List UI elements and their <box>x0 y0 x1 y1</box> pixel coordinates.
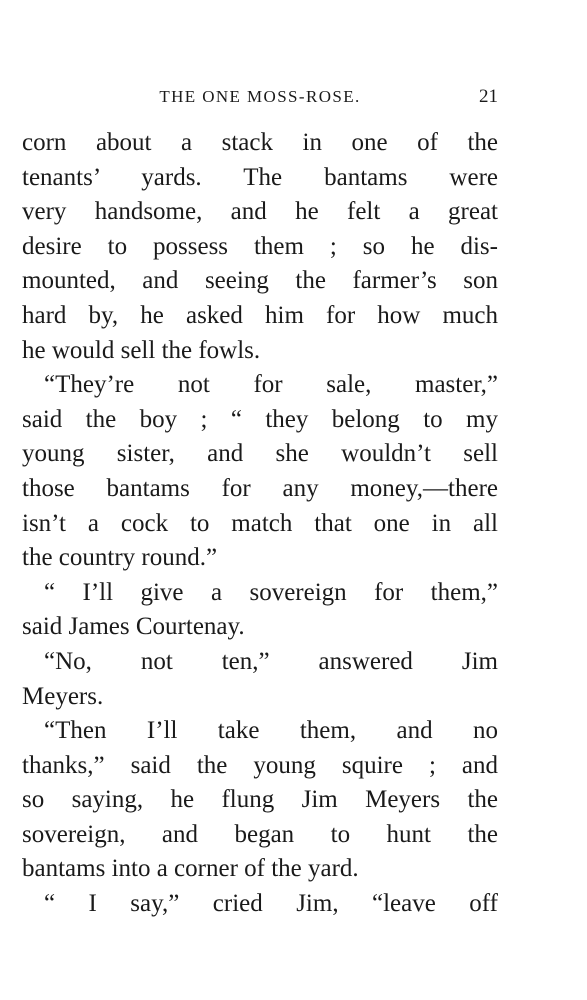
text-line: “No, not ten,” answered Jim <box>44 647 498 675</box>
running-head <box>22 82 498 112</box>
text-line: sovereign, and began to hunt the <box>22 820 498 848</box>
running-title: THE ONE MOSS-ROSE. <box>159 87 361 106</box>
text-line: Meyers. <box>22 682 104 710</box>
text-line: tenants’ yards. The bantams were <box>22 163 498 191</box>
text-line: “ I’ll give a sovereign for them,” <box>44 578 498 606</box>
text-line: “Then I’ll take them, and no <box>44 717 498 745</box>
body-text <box>22 126 498 922</box>
text-line: desire to possess them ; so he dis- <box>22 232 498 260</box>
text-line: mounted, and seeing the farmer’s son <box>22 267 498 295</box>
text-line: so saying, he flung Jim Meyers the <box>22 786 498 814</box>
text-line: “ I say,” cried Jim, “leave off <box>44 890 498 918</box>
text-line: very handsome, and he felt a great <box>22 198 498 226</box>
text-line: the country round.” <box>22 544 218 572</box>
text-line: “They’re not for sale, master,” <box>44 371 498 399</box>
text-line: young sister, and she wouldn’t sell <box>22 440 498 468</box>
text-line: isn’t a cock to match that one in all <box>22 509 498 537</box>
text-line: bantams into a corner of the yard. <box>22 855 359 883</box>
text-line: corn about a stack in one of the <box>22 129 498 156</box>
text-line: he would sell the fowls. <box>22 336 261 364</box>
text-line: those bantams for any money,—there <box>22 474 498 502</box>
page-number: 21 <box>479 86 498 107</box>
text-line: said James Courtenay. <box>22 613 245 641</box>
text-line: said the boy ; “ they belong to my <box>22 405 498 433</box>
text-line: hard by, he asked him for how much <box>22 301 498 329</box>
text-line: thanks,” said the young squire ; and <box>22 751 498 779</box>
